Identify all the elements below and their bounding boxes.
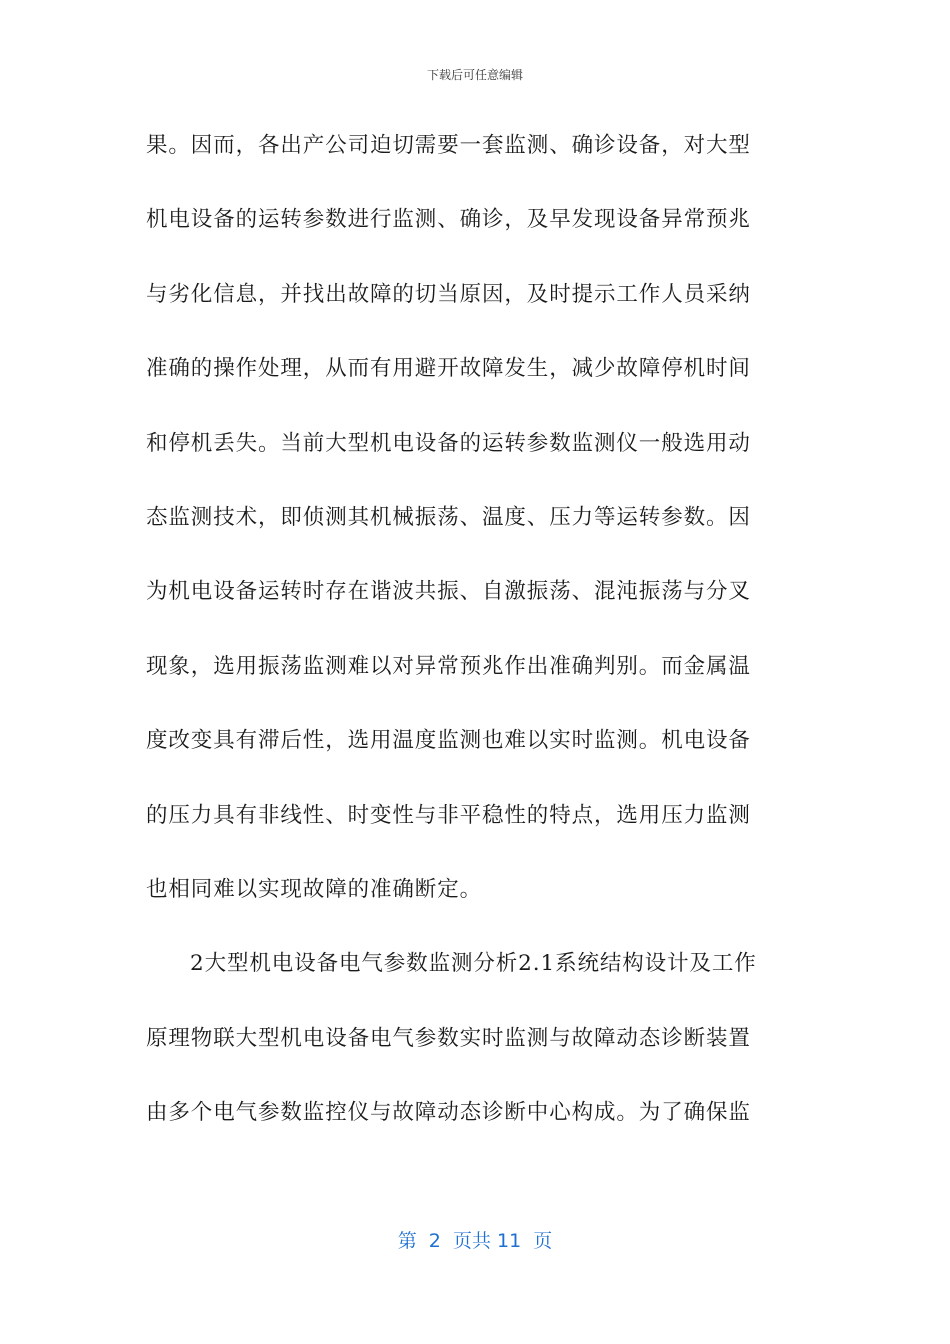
text-line-8: 现象，选用振荡监测难以对异常预兆作出准确判别。而金属温: [146, 653, 751, 679]
text-line-5: 和停机丢失。当前大型机电设备的运转参数监测仪一般选用动: [146, 430, 751, 456]
body-text: [146, 120, 806, 1161]
text-line-9: 度改变具有滞后性，选用温度监测也难以实时监测。机电设备: [146, 728, 751, 754]
page-header: 下载后可任意编辑: [426, 68, 523, 82]
text-line-13: 原理物联大型机电设备电气参数实时监测与故障动态诊断装置: [146, 1025, 751, 1051]
text-line-6: 态监测技术，即侦测其机械振荡、温度、压力等运转参数。因: [146, 504, 751, 530]
text-line-4: 准确的操作处理，从而有用避开故障发生，减少故障停机时间: [146, 356, 751, 382]
text-line-11: 也相同难以实现故障的准确断定。: [146, 876, 483, 902]
text-line-12: 2大型机电设备电气参数监测分析2.1系统结构设计及工作: [190, 951, 757, 977]
text-line-10: 的压力具有非线性、时变性与非平稳性的特点，选用压力监测: [146, 802, 751, 828]
page-number-footer: 第 2 页共 11 页: [397, 1230, 553, 1252]
text-line-3: 与劣化信息，并找出故障的切当原因，及时提示工作人员采纳: [146, 281, 751, 307]
text-line-7: 为机电设备运转时存在谐波共振、自激振荡、混沌振荡与分叉: [146, 579, 751, 605]
text-line-2: 机电设备的运转参数进行监测、确诊，及早发现设备异常预兆: [146, 207, 751, 233]
text-line-14: 由多个电气参数监控仪与故障动态诊断中心构成。为了确保监: [146, 1100, 751, 1126]
text-line-1: 果。因而，各出产公司迫切需要一套监测、确诊设备，对大型: [146, 133, 751, 158]
